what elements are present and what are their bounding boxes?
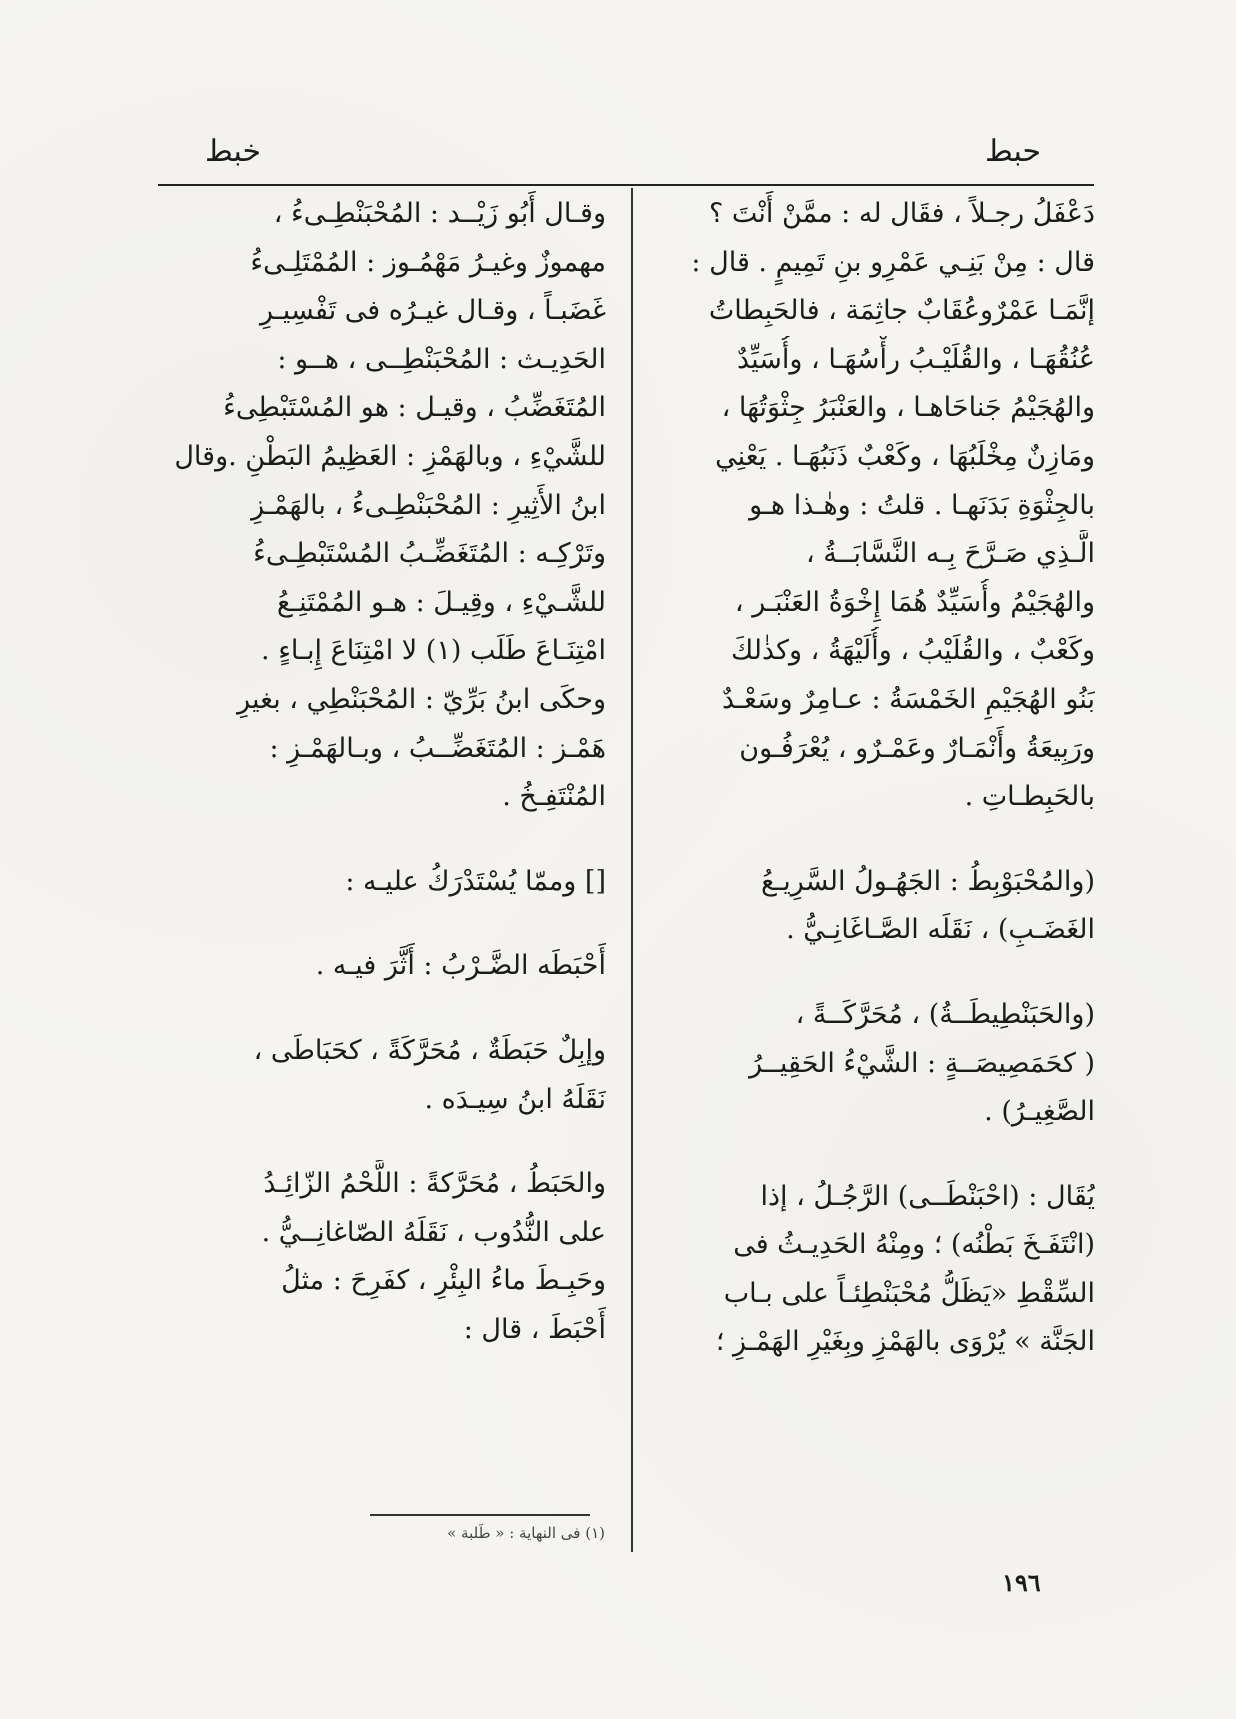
- text-line: بَنُو الهُجَيْمِ الخَمْسَةُ : عـامِرٌ وسَعْـدٌ: [721, 683, 1095, 715]
- paragraph-gap: [650, 1137, 1095, 1173]
- paragraph-gap: [650, 955, 1095, 991]
- text-line: دَعْفَلُ رجـلاً ، فقَال له : ممَّنْ أَنْتَ ؟: [708, 198, 1095, 229]
- text-line: ابنُ الأَثِيرِ : المُحْبَنْطِـىءُ ، بالهَمْـزِ: [251, 489, 606, 521]
- text-line: ورَبِيعَةُ وأَنْمَـارٌ وعَمْـرٌو ، يُعْرَفُـون: [739, 732, 1095, 764]
- text-line: إنَّمَـا عَمْرٌوعُقَابٌ جاثِمَة ، فالحَبِطاتُ: [708, 295, 1095, 327]
- text-line: مهموزٌ وغيـرُ مَهْمُـوز : المُمْتَلِـىءُ: [250, 246, 606, 278]
- right-column: [650, 190, 1095, 1367]
- paragraph-gap: [158, 822, 606, 858]
- footnote-rule: [370, 1514, 590, 1516]
- column-divider: [631, 188, 633, 1552]
- text-line: هَمْـز : المُتَغَضِّــبُ ، وبـالهَمْـزِ :: [269, 732, 606, 764]
- text-line: وقـال أَبُو زَيْــد : المُحْبَنْطِـىءُ ،: [273, 198, 606, 229]
- text-line: الَّـذِي صَـرَّحَ بِـه النَّسَّابَــةُ ،: [805, 538, 1095, 570]
- text-line: عُنُقُهَـا ، والقُلَيْـبُ رأْسُهَـا ، وأُسَيِّدٌ: [736, 343, 1095, 375]
- header-entry-left: خبط: [205, 134, 262, 169]
- text-line: الصَّغِيـرُ) .: [984, 1096, 1095, 1128]
- text-line: والحَبَطُ ، مُحَرَّكةً : اللَّحْمُ الزّائِـدُ: [263, 1168, 606, 1200]
- text-line: وإبِلٌ حَبَطَةٌ ، مُحَرَّكَةً ، كحَبَاطَى ،: [253, 1034, 606, 1066]
- text-line: للشَّيْءِ ، وبالهَمْزِ : العَظِيمُ البَطْنِ .وقال: [174, 440, 606, 472]
- text-line: امْتِنَـاعَ طَلَب (١) لا امْتِنَاعَ إِبـاءٍ .: [261, 635, 606, 667]
- page-number: ١٩٦: [1002, 1568, 1041, 1597]
- header-entry-right: حبط: [985, 134, 1042, 169]
- text-line: نَقَلَهُ ابنُ سِيـدَه .: [424, 1083, 606, 1115]
- text-line: بالحَبِطـاتِ .: [964, 781, 1095, 813]
- text-line: قال : مِنْ بَنِـي عَمْرِو بنِ تَمِيمٍ . قال :: [691, 246, 1095, 278]
- header-rule: [158, 184, 1094, 186]
- text-line: للشَّـيْءِ ، وقِيـلَ : هـو المُمْتَنِـعُ: [276, 586, 606, 618]
- text-line: والهُجَيْمُ وأُسَيِّدٌ هُمَا إِخْوَةُ العَنْبَـر ،: [734, 586, 1095, 618]
- paragraph-gap: [158, 1124, 606, 1160]
- text-line: وحَبِـطَ ماءُ البِئْرِ ، كفَرِحَ : مثلُ: [281, 1265, 606, 1297]
- text-line: (والمُحْبَوْبِطُ : الجَهُـولُ السَّرِيـعُ: [760, 865, 1095, 897]
- paragraph-gap: [650, 822, 1095, 858]
- text-line: (والحَبَنْطِيطَــةُ) ، مُحَرَّكَــةً ،: [795, 998, 1095, 1030]
- text-line: يُقَال : (احْبَنْطَــى) الرَّجُـلُ ، إذا: [760, 1180, 1095, 1212]
- text-line: على النُّدُوب ، نَقَلَهُ الصّاغانِــيُّ .: [261, 1216, 606, 1248]
- left-column: [158, 190, 606, 1354]
- text-line: الحَدِيـث : المُحْبَنْطِــى ، هــو :: [277, 343, 606, 375]
- paragraph-gap: [158, 991, 606, 1027]
- text-line: وحكَى ابنُ بَرِّيّ : المُحْبَنْطِي ، بغيرِ: [237, 683, 606, 715]
- text-line: ومَازِنٌ مِخْلَبُهَا ، وكَعْبٌ ذَنَبُهَـا . يَعْنِي: [715, 440, 1095, 472]
- text-line: الغَضَـبِ) ، نَقَلَه الصَّـاغَانِـيُّ .: [786, 914, 1095, 946]
- text-line: المُتَغَضِّبُ ، وقيـل : هو المُسْتَبْطِىءُ: [223, 392, 606, 424]
- text-line: ( كحَمَصِيصَــةٍ : الشَّيْءُ الحَقِيــرُ: [749, 1047, 1095, 1079]
- text-line: أَحْبَطَ ، قال :: [463, 1313, 606, 1345]
- text-line: غَضَبـاً ، وقـال غيـرُه فى تَفْسِيـرِ: [260, 295, 606, 327]
- text-line: بالجِثْوَةِ بَدَنَهـا . قلتُ : وهٰـذا هـو: [749, 489, 1095, 521]
- text-line: وتَرْكِـه : المُتَغَضِّـبُ المُسْتَبْطِـىءُ: [253, 538, 606, 570]
- text-line: والهُجَيْمُ جَناحَاهـا ، والعَنْبَرُ جِثْوَتُهَا ،: [721, 392, 1095, 424]
- footnote: (١) فى النهاية : « طَلبة »: [447, 1524, 605, 1542]
- text-line: السِّقْطِ «يَظَلُّ مُحْبَنْطِئـاً على بـاب: [723, 1277, 1095, 1309]
- text-line: الجَنَّة » يُرْوَى بالهَمْزِ وبِغَيْرِ الهَمْـزِ ؛: [715, 1326, 1095, 1358]
- paragraph-gap: [158, 906, 606, 942]
- text-line: المُنْتَفِـخُ .: [502, 781, 606, 813]
- text-line: [] وممّا يُسْتَدْرَكُ عليـه :: [345, 865, 606, 897]
- text-line: وكَعْبٌ ، والقُلَيْبُ ، وأُلَيْهَةُ ، وكذٰلكَ: [731, 635, 1095, 667]
- text-line: (انْتَفَـخَ بَطْنُه) ؛ ومِنْهُ الحَدِيـثُ فى: [733, 1229, 1095, 1261]
- text-line: أَحْبَطَه الضَّـرْبُ : أَثَّرَ فيـه .: [315, 950, 606, 982]
